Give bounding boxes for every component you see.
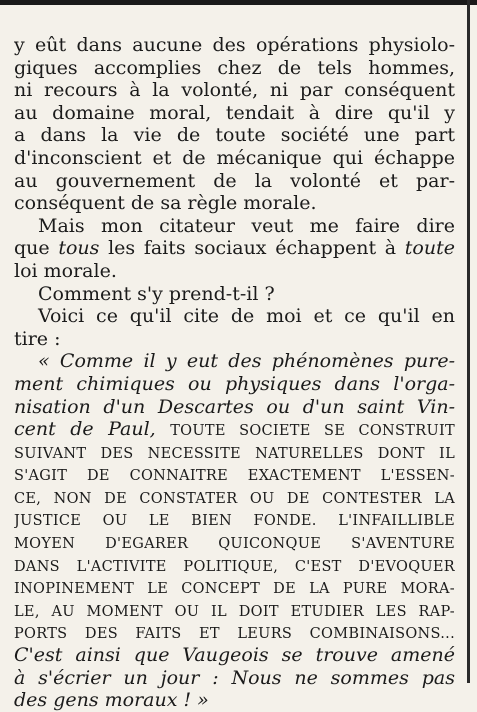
small-caps-text: PORTS DES FAITS ET LEURS COMBINAISONS... [14, 626, 455, 643]
text-line [14, 283, 455, 306]
text-line [14, 237, 455, 260]
text-line [14, 486, 455, 509]
text-line [14, 396, 455, 419]
text-line [14, 508, 455, 531]
text-line [14, 350, 455, 373]
body-text: a dans la vie de toute société une part [14, 124, 455, 147]
small-caps-text: MOYEN D'EGARER QUICONQUE S'AVENTURE [14, 536, 455, 553]
small-caps-text: JUSTICE OU LE BIEN FONDE. [14, 513, 317, 530]
body-text: y eût dans aucune des opérations physiolo- [14, 34, 455, 56]
text-line [14, 328, 455, 351]
text-line [14, 260, 455, 283]
text-line [14, 34, 455, 57]
text-line [14, 667, 455, 690]
body-text: au gouvernement de la volonté et par- [14, 169, 455, 192]
text-span: que [14, 237, 59, 260]
small-caps-text: DANS L'ACTIVITE POLITIQUE, C'EST D'EVOQUER [14, 558, 455, 575]
quoted-italic-text: nisation d'un Descartes ou d'un saint Vin- [14, 395, 455, 418]
text-line [14, 192, 455, 215]
text-line [14, 463, 455, 486]
body-text: giques accomplies chez de tels hommes, [14, 56, 455, 79]
text-line [14, 170, 455, 193]
text-line [14, 57, 455, 80]
small-caps-text: CE, NON DE CONSTATER OU DE CONTESTER LA [14, 490, 455, 507]
body-text: conséquent de sa règle morale. [14, 192, 317, 215]
article-column [14, 34, 455, 712]
body-text: Mais mon citateur veut me faire dire [38, 214, 455, 237]
quoted-italic-text: des gens moraux ! » [14, 689, 209, 712]
text-line [14, 441, 455, 464]
small-caps-text: LE, AU MOMENT OU IL DOIT ETUDIER LES RAP- [14, 603, 455, 620]
body-text: tire : [14, 327, 61, 350]
body-text: Voici ce qu'il cite de moi et ce qu'il en [38, 305, 455, 328]
emphasis-text: tous [58, 237, 100, 260]
text-line [14, 599, 455, 622]
text-line [14, 644, 455, 667]
body-text: d'inconscient et de mécanique qui échappe [14, 146, 455, 169]
quoted-italic-text: C'est ainsi que Vaugeois se trouve amené [14, 644, 455, 667]
text-line [14, 689, 455, 712]
text-span: les faits sociaux échappent à [99, 237, 405, 260]
text-line [14, 102, 455, 125]
top-rule [0, 0, 477, 5]
text-line [14, 621, 455, 644]
quoted-italic-text: à s'écrier un jour : Nous ne sommes pas [14, 666, 455, 689]
quoted-italic-text: « Comme il y eut des phénomènes pure- [38, 350, 455, 373]
small-caps-text: SUIVANT DES NECESSITE NATURELLES DONT IL [14, 445, 455, 462]
text-line [14, 305, 455, 328]
body-text: loi morale. [14, 259, 117, 282]
body-text: au domaine moral, tendait à dire qu'il y [14, 101, 455, 124]
text-line [14, 373, 455, 396]
body-text: ni recours à la volonté, ni par conséquent [14, 79, 455, 102]
small-caps-text: S'AGIT DE CONNAITRE EXACTEMENT L'ESSEN- [14, 468, 455, 485]
small-caps-text: TOUTE SOCIETE SE CONSTRUIT [170, 423, 455, 440]
text-line [14, 124, 455, 147]
body-text: Comment s'y prend-t-il ? [38, 282, 275, 305]
column-rule [467, 0, 470, 683]
text-line [14, 576, 455, 599]
text-line [14, 554, 455, 577]
emphasis-text: cent de Paul, [14, 418, 171, 441]
small-caps-text: L'INFAILLIBLE [316, 513, 455, 530]
text-line [14, 215, 455, 238]
quoted-italic-text: ment chimiques ou physiques dans l'orga- [14, 372, 455, 395]
emphasis-text: toute [404, 237, 455, 260]
small-caps-text: INOPINEMENT LE CONCEPT DE LA PURE MORA- [14, 581, 455, 598]
text-line [14, 418, 455, 441]
text-line [14, 147, 455, 170]
text-line [14, 531, 455, 554]
text-line [14, 79, 455, 102]
